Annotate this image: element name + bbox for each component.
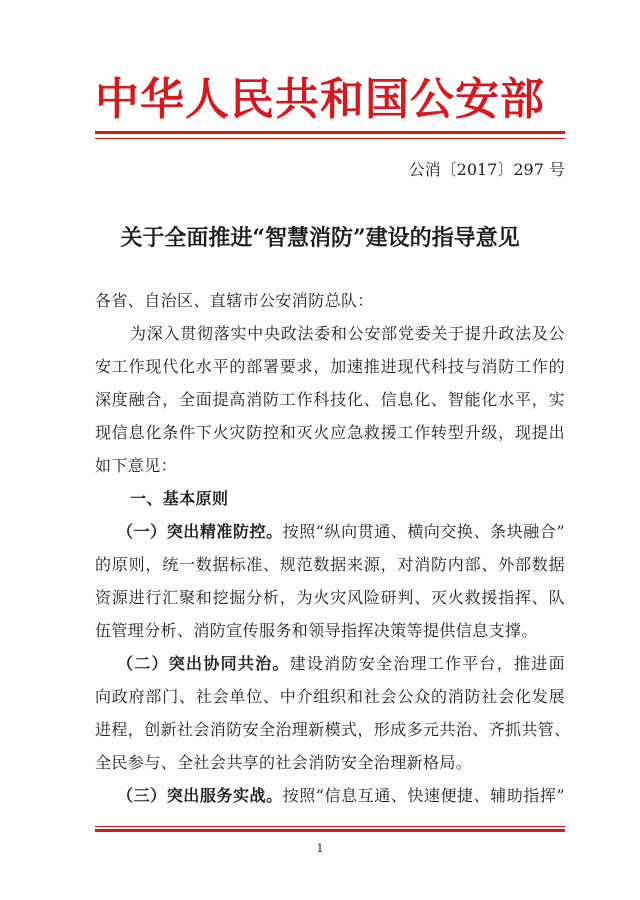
- paragraph-line: 现信息化条件下火灾防控和灭火应急救援工作转型升级，现提出: [95, 423, 565, 442]
- paragraph-line: 的原则，统一数据标准、规范数据来源，对消防内部、外部数据: [95, 555, 565, 574]
- footer-red-rule-thin: [95, 826, 565, 827]
- paragraph-line: 为深入贯彻落实中央政法委和公安部党委关于提升政法及公: [130, 324, 565, 343]
- item-label: （三）突出服务实战。: [117, 786, 283, 805]
- paragraph-line: 向政府部门、社会单位、中介组织和社会公众的消防社会化发展: [95, 687, 565, 706]
- header-red-rule-thin: [95, 138, 565, 139]
- document-body: [95, 284, 571, 812]
- paragraph-line: 资源进行汇聚和挖掘分析，为火灾风险研判、灭火救援指挥、队: [95, 588, 565, 607]
- paragraph-line: 伍管理分析、消防宣传服务和领导指挥决策等提供信息支撑。: [95, 621, 538, 640]
- item-first-line: [95, 647, 565, 680]
- item-text: 建设消防安全治理工作平台，推进面: [289, 654, 565, 673]
- item-first-line: [95, 779, 565, 812]
- paragraph-line: 进程，创新社会消防安全治理新模式，形成多元共治、齐抓共管、: [95, 720, 571, 739]
- item-first-line: [95, 515, 565, 548]
- document-number: 公消〔2017〕297 号: [408, 160, 565, 179]
- paragraph-line: 如下意见：: [95, 456, 178, 475]
- page-number: 1: [316, 842, 324, 855]
- item-label: （一）突出精准防控。: [117, 522, 283, 541]
- item-label: （二）突出协同共治。: [117, 654, 290, 673]
- issuing-authority-header: 中华人民共和国公安部: [95, 74, 545, 125]
- document-title: 关于全面推进“智慧消防”建设的指导意见: [120, 225, 520, 251]
- header-red-rule-thick: [95, 131, 565, 134]
- item-text: 按照“信息互通、快速便捷、辅助指挥”: [282, 786, 565, 805]
- footer-red-rule-thick: [95, 829, 565, 832]
- section-heading: 一、基本原则: [130, 489, 229, 508]
- paragraph-line: 安工作现代化水平的部署要求，加速推进现代科技与消防工作的: [95, 357, 565, 376]
- item-text: 按照“纵向贯通、横向交换、条块融合”: [282, 522, 565, 541]
- paragraph-line: 深度融合，全面提高消防工作科技化、信息化、智能化水平，实: [95, 390, 565, 409]
- paragraph-line: 全民参与、全社会共享的社会消防安全治理新格局。: [95, 753, 473, 772]
- salutation: 各省、自治区、直辖市公安消防总队：: [95, 291, 374, 310]
